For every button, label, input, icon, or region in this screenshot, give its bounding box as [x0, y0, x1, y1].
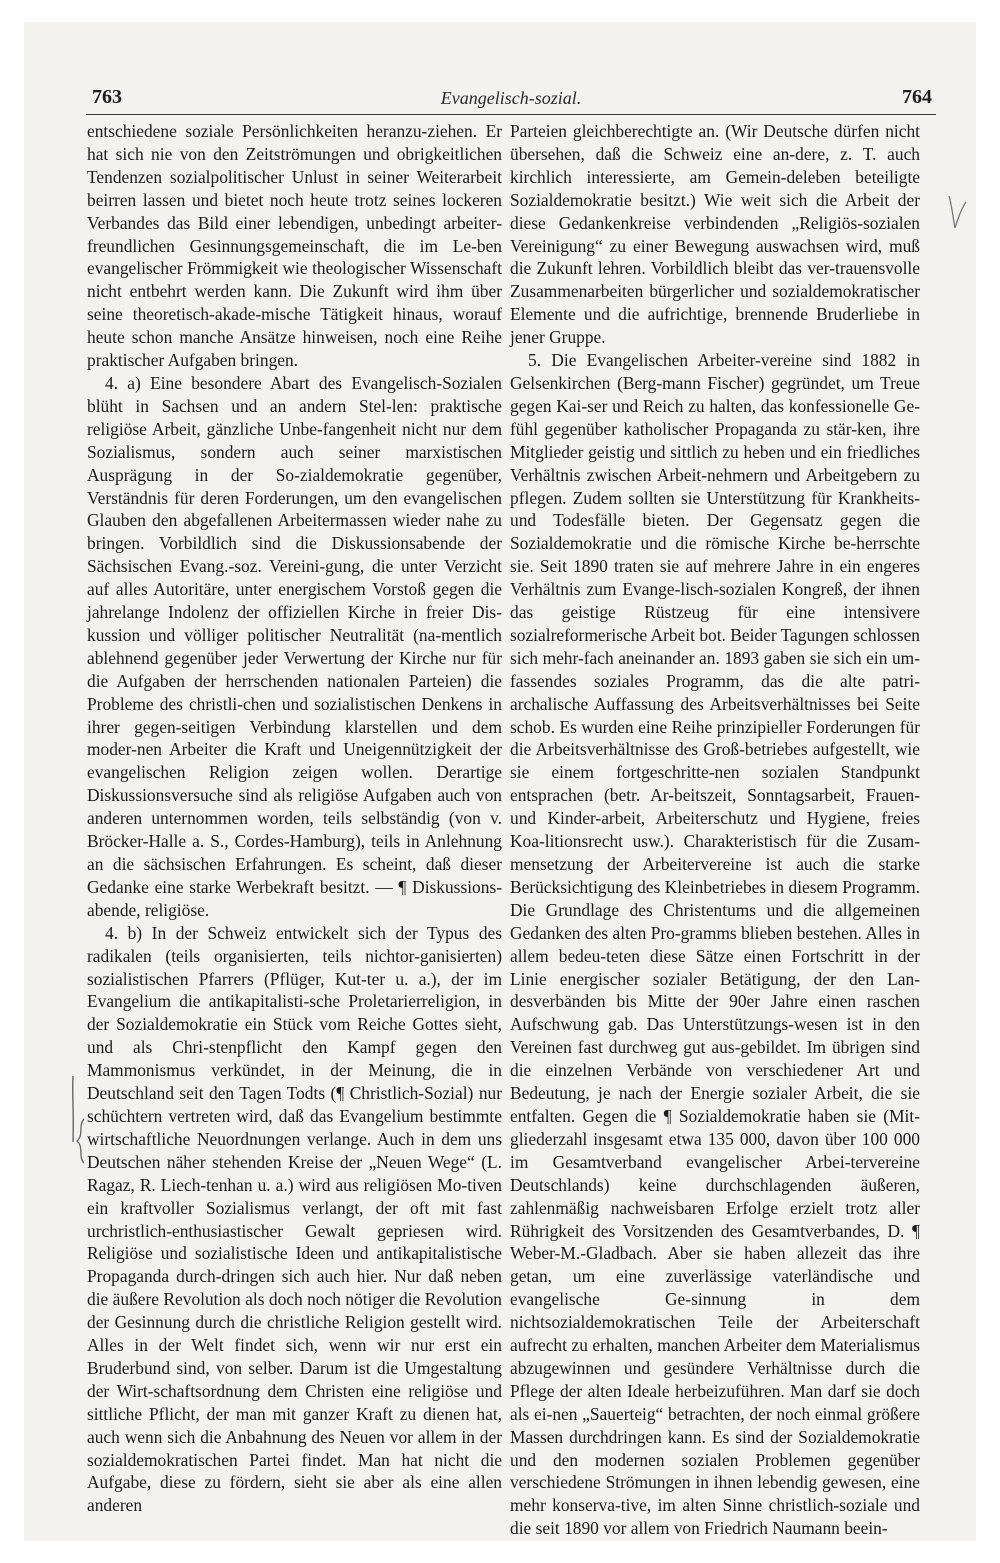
- page-number-right: 764: [902, 86, 932, 108]
- margin-pencil-check-icon: [946, 192, 968, 232]
- left-paragraph-2: 4. a) Eine besondere Abart des Evangelisch-Sozialen blüht in Sachsen und an andern Stel-len: praktische religiöse Arbeit, gänzliche Unbe-fangenheit nicht nur dem Sozialismus, sondern auch seiner marxistischen Ausprägung in der So-zialdemokratie gegenüber, Verständnis für deren Forderungen, um den evangelischen Glauben den abgefallenen Arbeitermassen wieder nahe zu bringen. Vorbildlich sind die Diskussionsabende der Sächsischen Evang.-soz. Vereini-gung, die unter Verzicht auf alles Autoritäre, unter energischem Vorstoß gegen die jahrelange Indolenz der offiziellen Kirche in freier Dis-kussion und völliger politischer Neutralität (na-mentlich ablehnend gegenüber jeder Verwertung der Kirche nur für die Aufgaben der herrschenden nationalen Parteien) die Probleme des christli-chen und sozialistischen Denkens in ihrer gegen-seitigen Verbindung klarstellen und dem moder-nen Arbeiter die Kraft und Uneigennützigkeit der evangelischen Religion zeigen wollen. Derartige Diskussionsversuche sind als religiöse Aufgaben auch von anderen unternommen worden, teils selbständig (von v. Bröcker-Halle a. S., Cordes-Hamburg), teils in Anlehnung an die sächsischen Erfahrungen. Es scheint, daß dieser Gedanke eine starke Werbekraft besitzt. — ¶ Diskussions-abende, religiöse.: [87, 372, 502, 920]
- running-title: Evangelisch-sozial.: [440, 88, 582, 108]
- left-paragraph-3: 4. b) In der Schweiz entwickelt sich der Typus des radikalen (teils organisierten, teils nichtor-ganisierten) sozialistischen Pfarrers (Pflüger, Kut-ter u. a.), der im Evangelium die antikapitalisti-sche Proletarierreligion, in der Sozialdemokratie ein Stück vom Reiche Gottes sieht, und als Chri-stenpflicht den Kampf gegen den Mammonismus verkündet, in der Meinung, die in Deutschland seit den Tagen Todts (¶ Christlich-Sozial) nur schüchtern vertreten wird, daß das Evangelium bestimmte wirtschaftliche Neuordnungen verlange. Auch in dem uns Deutschen näher stehenden Kreise der „Neuen Wege“ (L. Ragaz, R. Liech-tenhan u. a.) wird aus religiösen Mo-tiven ein kraftvoller Sozialismus verlangt, der oft mit fast urchristlich-enthusiastischer Gewalt gepriesen wird. Religiöse und sozialistische Ideen und antikapitalistische Propaganda durch-dringen sich auch hier. Nur daß neben die äußere Revolution als doch noch nötiger die Revolution der Gesinnung durch die christliche Religion gestellt wird. Alles in der Welt findet sich, wenn wir nur erst ein Bruderbund sind, von selber. Darum ist die Umgestaltung der Wirt-schaftsordnung dem Christen eine religiöse und sittliche Pflicht, der man mit ganzer Kraft zu dienen hat, auch wenn sich die Anbahnung des Neuen vor allem in der sozialdemokratischen Partei findet. Man hat nicht die Aufgabe, diese zu fördern, sieht sie aber als eine allen anderen: [87, 922, 502, 1516]
- left-paragraph-1: entschiedene soziale Persönlichkeiten heranzu-ziehen. Er hat sich nie von den Zeitströmungen und obrigkeitlichen Tendenzen sozialpolitischer Unlust in seiner Weiterarbeit beirren lassen und bietet noch heute trotz seines lockeren Verbandes das Bild einer lebendigen, unbedingt arbeiter-freundlichen Gesinnungsgemeinschaft, die im Le-ben evangelischer Frömmigkeit wie theologischer Wissenschaft nicht entbehrt werden kann. Die Zukunft wird ihm über seine theoretisch-akade-mische Tätigkeit hinaus, worauf heute schon manche Ansätze hinweisen, noch eine Reihe praktischer Aufgaben bringen.: [87, 121, 502, 371]
- margin-pencil-brace-icon: [74, 1117, 88, 1165]
- left-column: [87, 120, 502, 1517]
- book-page: [24, 22, 976, 1541]
- page-header: [86, 84, 936, 115]
- right-paragraph-1: Parteien gleichberechtigte an. (Wir Deutsche dürfen nicht übersehen, daß die Schweiz eine an-dere, z. T. auch kirchlich interessierte, am Gemein-deleben beteiligte Sozialdemokratie besitzt.) Wie weit sich die Arbeit der diese Gedankenkreise verbindenden „Religiös-sozialen Vereinigung“ zu einer Bewegung auswachsen wird, muß die Zukunft lehren. Vorbildlich bleibt das ver-trauensvolle Zusammenarbeiten bürgerlicher und sozialdemokratischer Elemente und die aufrichtige, brennende Bruderliebe in jener Gruppe.: [510, 121, 920, 348]
- right-column: [510, 120, 920, 1540]
- page-number-left: 763: [92, 86, 122, 108]
- right-paragraph-2: 5. Die Evangelischen Arbeiter-vereine sind 1882 in Gelsenkirchen (Berg-mann Fischer) gegründet, um Treue gegen Kai-ser und Reich zu halten, das konfessionelle Ge-fühl gegenüber katholischer Propaganda zu stär-ken, ihre Mitglieder geistig und sittlich zu heben und ein friedliches Verhältnis zwischen Arbeit-nehmern und Arbeitgebern zu pflegen. Zudem sollten sie Unterstützung für Krankheits- und Todesfälle bieten. Der Gegensatz gegen die Sozialdemokratie und die römische Kirche be-herrschte sie. Seit 1890 traten sie auf mehrere Jahre in ein engeres Verhältnis zum Evange-lisch-sozialen Kongreß, der ihnen das geistige Rüstzeug für eine intensivere sozialreformerische Arbeit bot. Beider Tagungen schlossen sich mehr-fach aneinander an. 1893 gaben sie sich ein um-fassendes soziales Programm, das die alte patri-archalische Auffassung des Arbeitsverhältnisses bei Seite schob. Es wurden eine Reihe prinzipieller Forderungen für die Arbeitsverhältnisse des Groß-betriebes aufgestellt, wie sie einem fortgeschritte-nen sozialen Standpunkt entsprachen (betr. Ar-beitszeit, Sonntagsarbeit, Frauen- und Kinder-arbeit, Arbeiterschutz und Hygiene, freies Koa-litionsrecht usw.). Charakteristisch für die Zusam-mensetzung der Arbeitervereine ist auch die starke Berücksichtigung des Kleinbetriebes in diesem Programm. Die Grundlage des Christentums und die allgemeinen Gedanken des alten Pro-gramms blieben bestehen. Alles in allem bedeu-teten diese Sätze einen Fortschritt in der Linie energischer sozialer Betätigung, der den Lan-desverbänden bis Mitte der 90er Jahre einen raschen Aufschwung gab. Das Unterstützungs-wesen ist in den Vereinen fast durchweg gut aus-gebildet. Im übrigen sind die einzelnen Verbände von verschiedener Art und Bedeutung, je nach der Energie sozialer Arbeit, die sie entfalten. Gegen die ¶ Sozialdemokratie haben sie (Mit-gliederzahl insgesamt etwa 135 000, davon über 100 000 im Gesamtverband evangelischer Arbei-tervereine Deutschlands) keine durchschlagenden äußeren, zahlenmäßig nachweisbaren Erfolge erzielt trotz aller Rührigkeit des Vorsitzenden des Gesamtverbandes, D. ¶ Weber-M.-Gladbach. Aber sie haben allezeit das ihre getan, um eine zuverlässige vaterländische und evangelische Ge-sinnung in dem nichtsozialdemokratischen Teile der Arbeiterschaft aufrecht zu erhalten, manchen Arbeiter dem Materialismus abzugewinnen und gesündere Verhältnisse durch die Pflege der alten Ideale herbeizuführen. Man darf sie doch als ei-nen „Sauerteig“ betrachten, der noch einmal größere Massen durchdringen kann. Es sind der Sozialdemokratie und den modernen sozialen Problemen gegenüber verschiedene Strömungen in ihnen lebendig gewesen, eine mehr konserva-tive, im alten Sinne christlich-soziale und die seit 1890 vor allem von Friedrich Naumann beein-: [510, 350, 920, 1539]
